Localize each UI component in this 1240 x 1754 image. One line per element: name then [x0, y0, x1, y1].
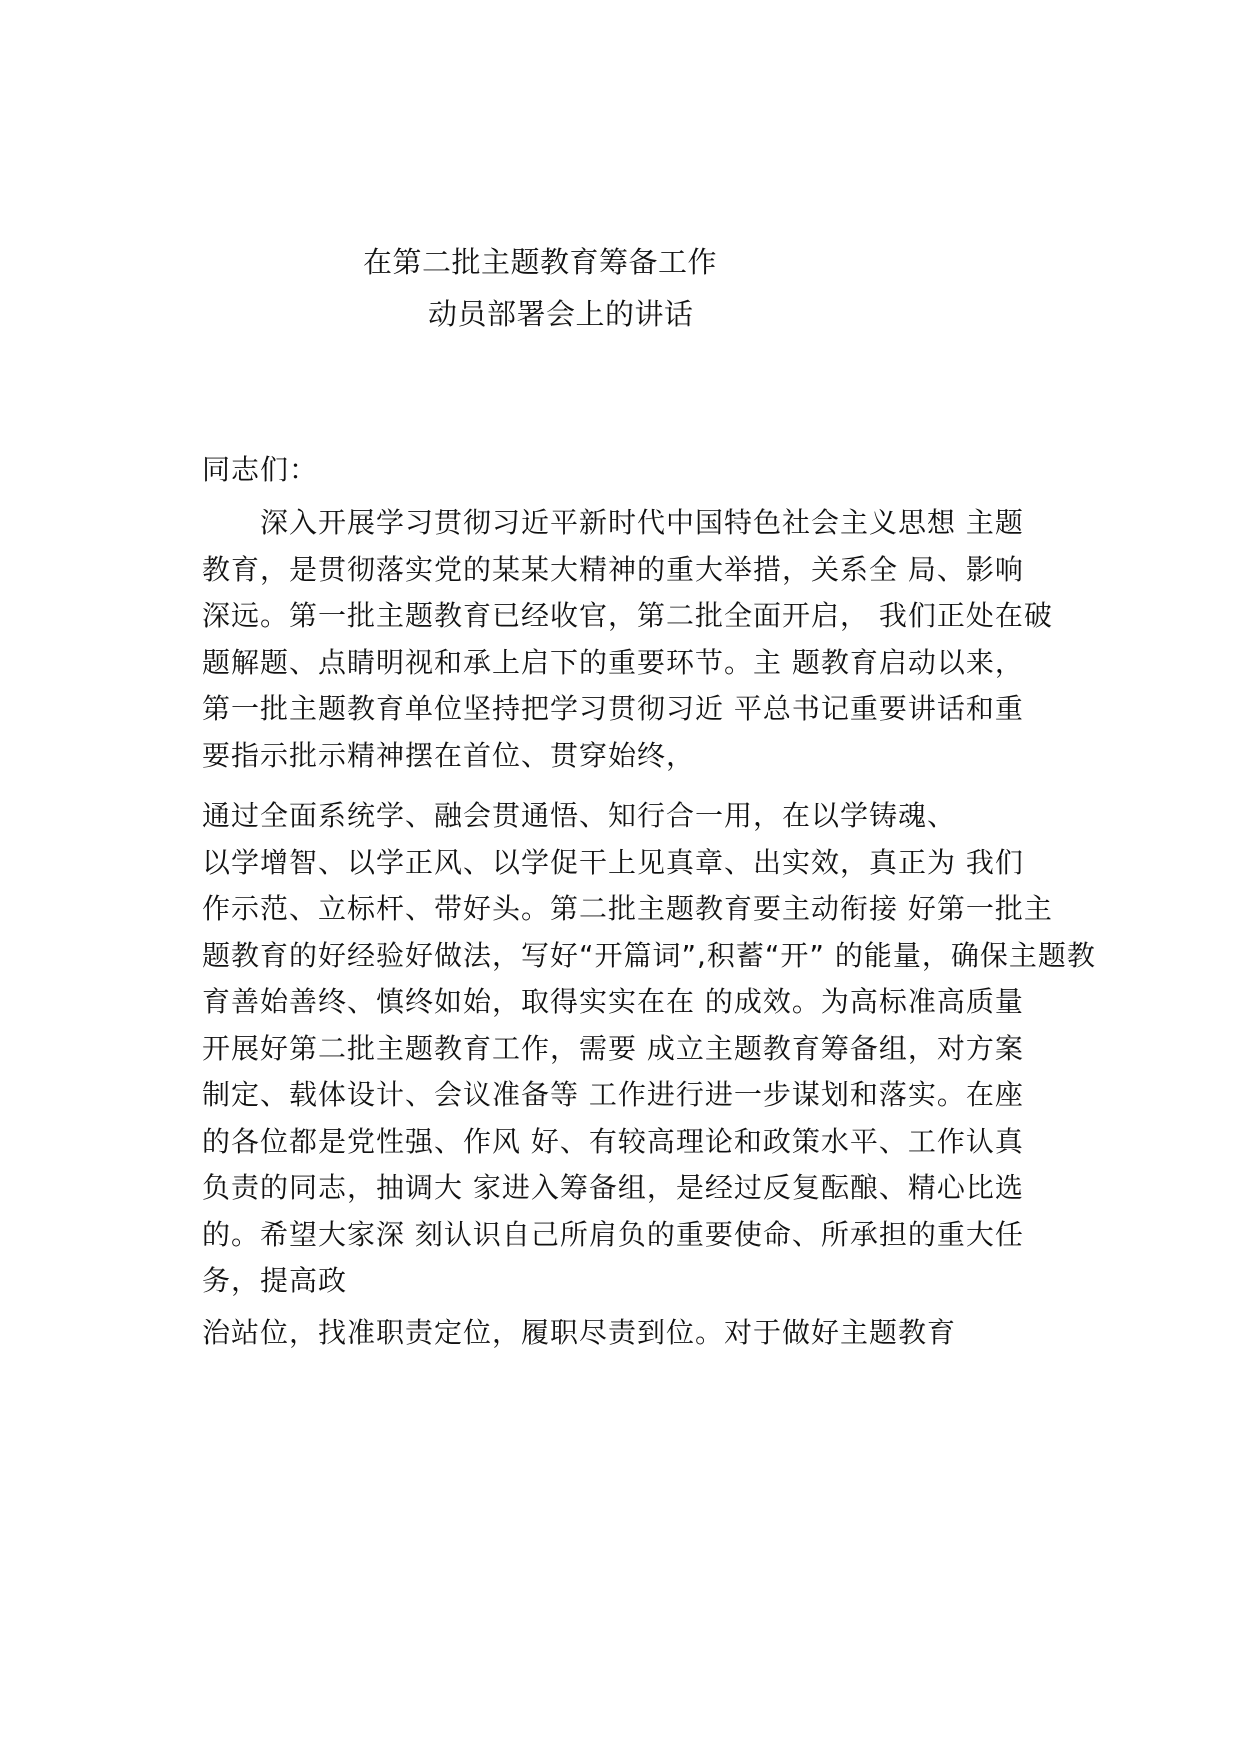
title-line-2: 动员部署会上的讲话 [428, 297, 694, 331]
paragraph-line: 要指示批示精神摆在首位、贯穿始终， [202, 738, 696, 772]
paragraph-line: 深入开展学习贯彻习近平新时代中国特色社会主义思想 主题 [260, 506, 1024, 539]
paragraph-line: 的。希望大家深 刻认识自己所肩负的重要使命、所承担的重大任 [202, 1217, 1024, 1251]
paragraph-line: 育善始善终、慎终如始，取得实实在在 的成效。为高标准高质量 [202, 985, 1024, 1018]
greeting: 同志们： [202, 453, 319, 486]
paragraph-line: 的各位都是党性强、作风 好、有较高理论和政策水平、工作认真 [202, 1124, 1024, 1158]
paragraph-line: 治站位，找准职责定位，履职尽责到位。对于做好主题教育 [202, 1316, 957, 1349]
paragraph-line: 深远。第一批主题教育已经收官，第二批全面开启， 我们正处在破 [202, 599, 1053, 632]
paragraph-line: 务，提高政 [202, 1264, 348, 1297]
paragraph-line: 开展好第二批主题教育工作，需要 成立主题教育筹备组，对方案 [202, 1031, 1024, 1065]
paragraph-line: 题教育的好经验好做法，写好“开篇词”,积蓄“开” 的能量，确保主题教 [202, 938, 1096, 972]
title-line-1: 在第二批主题教育筹备工作 [363, 245, 718, 279]
paragraph-line: 第一批主题教育单位坚持把学习贯彻习近 平总书记重要讲话和重 [202, 692, 1024, 725]
paragraph-3 [202, 1310, 1102, 1357]
paragraph-line: 制定、载体设计、会议准备等 工作进行进一步谋划和落实。在座 [202, 1078, 1024, 1111]
paragraph-line: 题解题、点睛明视和承上启下的重要环节。主 题教育启动以来， [202, 645, 1024, 679]
paragraph-line: 负责的同志，抽调大 家进入筹备组，是经过反复酝酿、精心比选 [202, 1171, 1024, 1204]
paragraph-1 [202, 500, 1102, 779]
paragraph-2 [202, 793, 1102, 1305]
paragraph-line: 教育，是贯彻落实党的某某大精神的重大举措，关系全 局、影响 [202, 552, 1024, 586]
paragraph-line: 以学增智、以学正风、以学促干上见真章、出实效，真正为 我们 [202, 845, 1024, 879]
paragraph-line: 通过全面系统学、融会贯通悟、知行合一用，在以学铸魂、 [202, 799, 957, 832]
paragraph-line: 作示范、立标杆、带好头。第二批主题教育要主动衔接 好第一批主 [202, 892, 1053, 925]
